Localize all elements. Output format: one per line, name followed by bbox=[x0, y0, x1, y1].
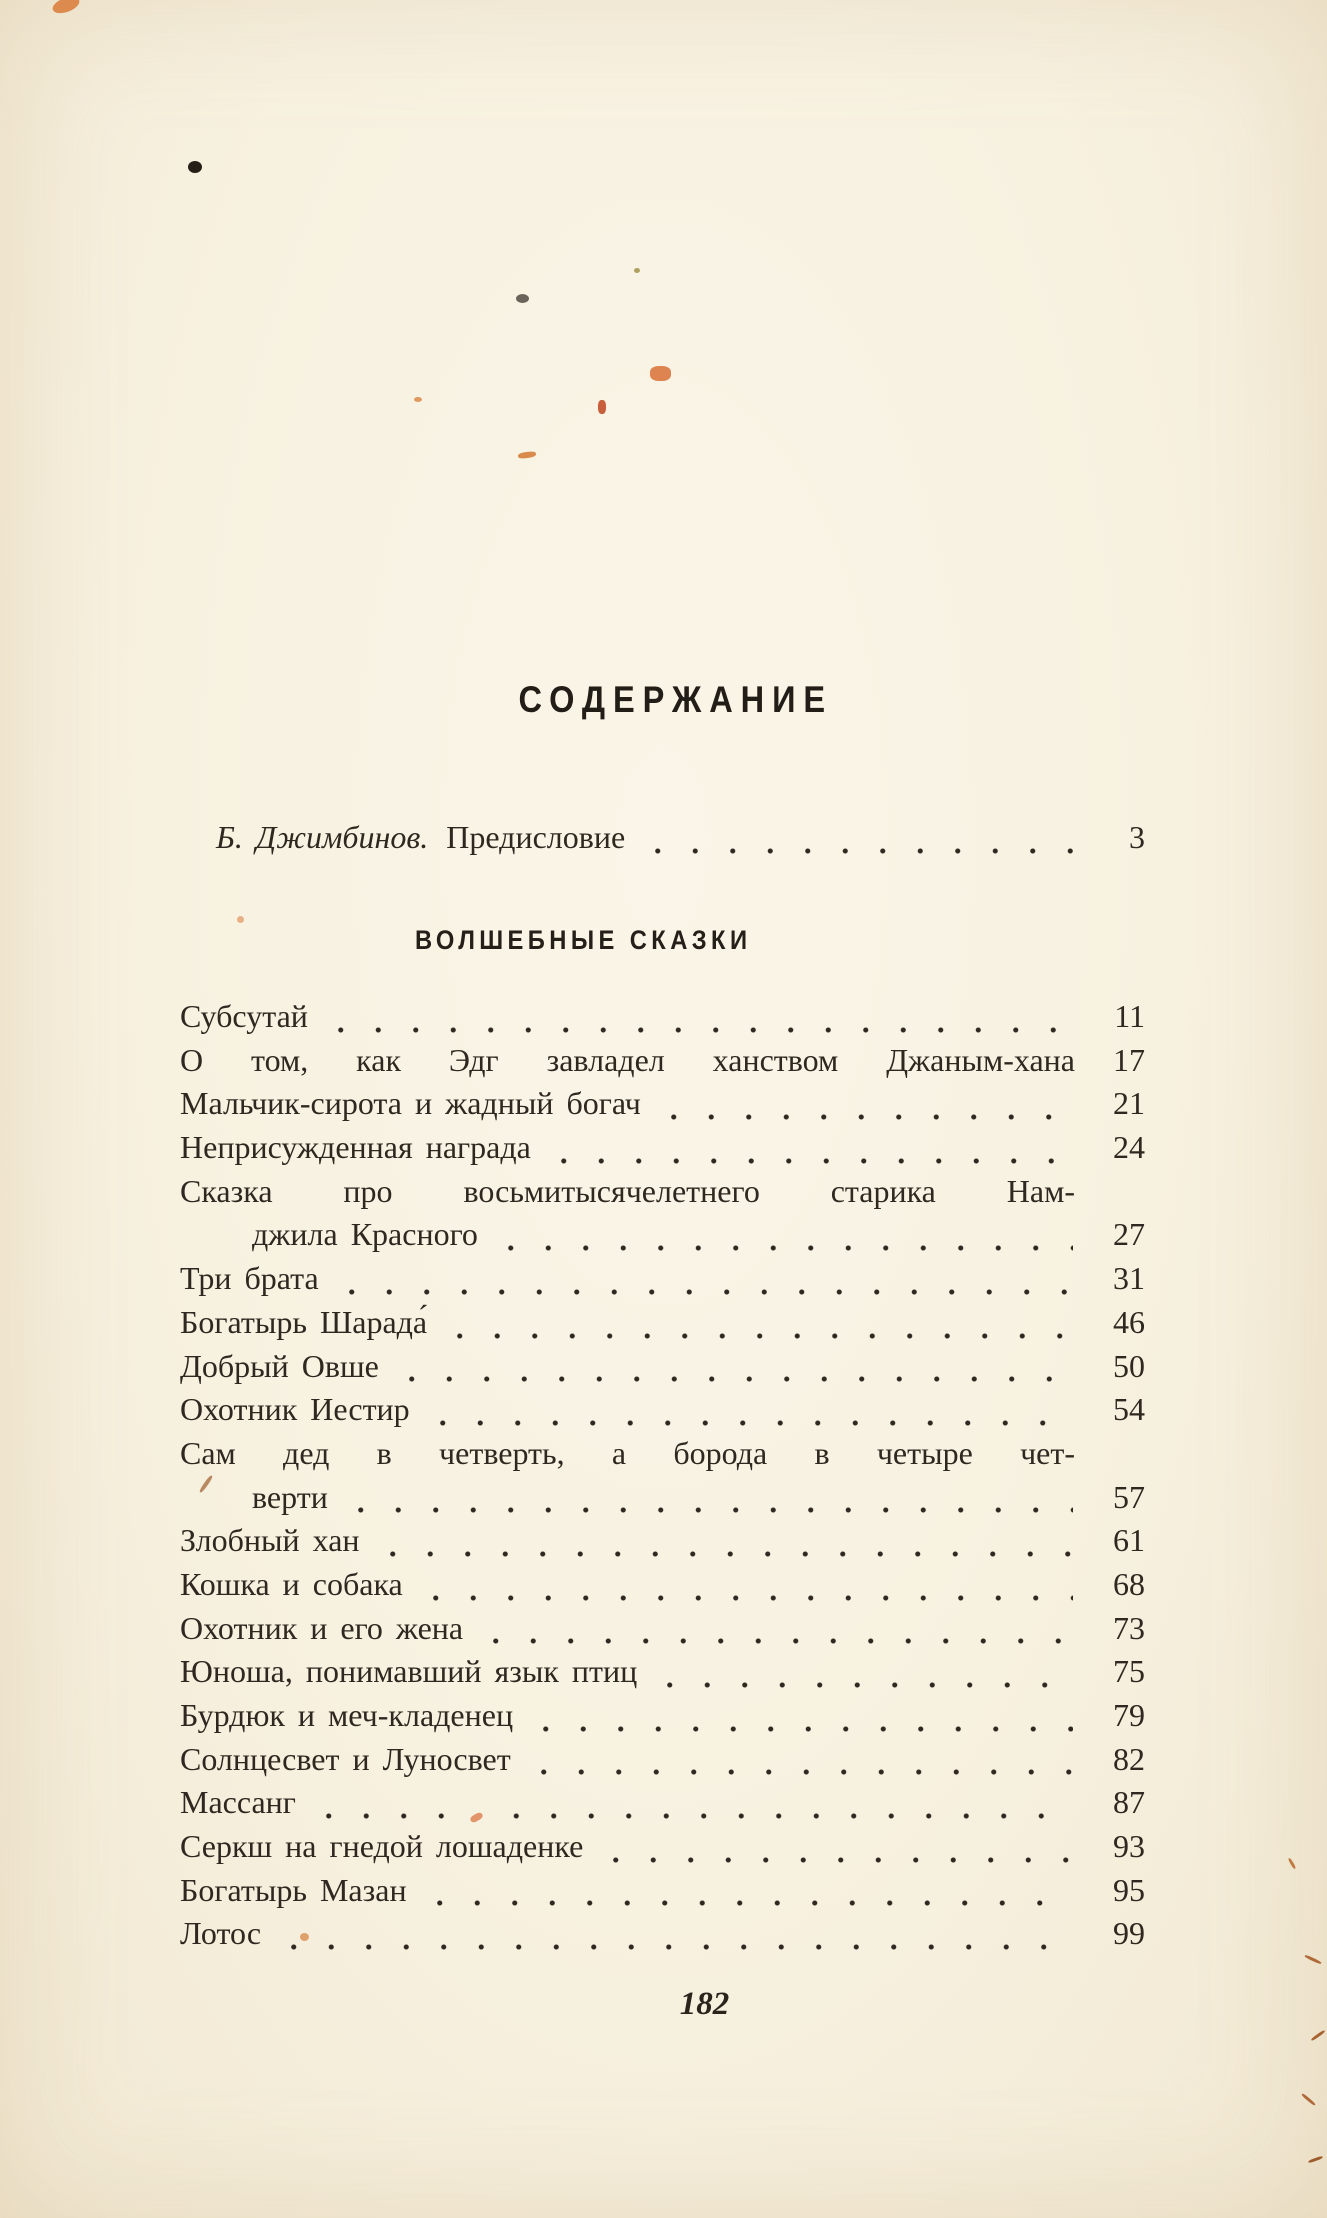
paper-fiber bbox=[1301, 2093, 1316, 2106]
toc-row bbox=[180, 1784, 1145, 1828]
toc-row bbox=[180, 1391, 1145, 1435]
toc-row bbox=[180, 1697, 1145, 1741]
toc-row bbox=[180, 1042, 1145, 1086]
toc-row bbox=[180, 1304, 1145, 1348]
toc-page-number: 68 bbox=[1113, 1565, 1145, 1602]
paper-fiber bbox=[1311, 2030, 1326, 2042]
dot-leader bbox=[410, 1391, 1073, 1435]
dot-leader bbox=[513, 1697, 1073, 1741]
toc-entry-title: О том, как Эдг завладел ханством Джаным-хана bbox=[180, 1041, 1075, 1078]
toc-entry-title: Богатырь Мазан bbox=[180, 1871, 407, 1908]
toc-page-number: 82 bbox=[1113, 1740, 1145, 1777]
dot-leader bbox=[379, 1348, 1073, 1392]
paper-speck bbox=[516, 294, 529, 303]
toc-row bbox=[180, 1085, 1145, 1129]
toc-row bbox=[180, 1872, 1145, 1916]
dot-leader bbox=[328, 1479, 1073, 1523]
toc-entry-title: джила Красного bbox=[252, 1216, 478, 1253]
toc-page-number: 99 bbox=[1113, 1915, 1145, 1952]
toc-page-number: 75 bbox=[1113, 1653, 1145, 1690]
dot-leader bbox=[319, 1260, 1073, 1304]
paper-speck bbox=[518, 451, 537, 459]
toc-row bbox=[180, 1915, 1145, 1959]
toc-entry-title: Юноша, понимавший язык птиц bbox=[180, 1653, 638, 1690]
toc-page-number: 17 bbox=[1113, 1041, 1145, 1078]
dot-leader bbox=[478, 1216, 1073, 1260]
toc-page-number: 61 bbox=[1113, 1522, 1145, 1559]
dot-leader bbox=[427, 1304, 1073, 1348]
toc-row bbox=[180, 1653, 1145, 1697]
dot-leader bbox=[296, 1784, 1073, 1828]
dot-leader bbox=[308, 998, 1073, 1042]
toc-list bbox=[180, 998, 1145, 1959]
toc-page-number: 93 bbox=[1113, 1828, 1145, 1865]
toc-row bbox=[180, 1479, 1145, 1523]
paper-speck bbox=[650, 366, 671, 381]
paper-speck bbox=[188, 161, 202, 173]
page-folio: 182 bbox=[679, 1986, 730, 2022]
toc-page-number: 73 bbox=[1113, 1609, 1145, 1646]
toc-row bbox=[180, 1435, 1145, 1479]
toc-entry-title: Сам дед в четверть, а борода в четыре чет- bbox=[180, 1434, 1075, 1471]
toc-entry-title: Богатырь Шарада́ bbox=[180, 1303, 428, 1340]
toc-page-number: 21 bbox=[1113, 1085, 1145, 1122]
toc-entry-title: Массанг bbox=[180, 1784, 296, 1821]
toc-page-number: 57 bbox=[1113, 1478, 1145, 1515]
dot-leader bbox=[463, 1610, 1073, 1654]
toc-entry-title: Серкш на гнедой лошаденке bbox=[180, 1828, 584, 1865]
toc-row bbox=[180, 1348, 1145, 1392]
toc-page-number: 24 bbox=[1113, 1129, 1145, 1166]
paper-fiber bbox=[1288, 1858, 1297, 1870]
toc-entry-title: Субсутай bbox=[180, 998, 308, 1034]
preface-author: Б. Джимбинов. bbox=[216, 819, 429, 855]
dot-leader bbox=[407, 1872, 1073, 1916]
toc-entry-title: Солнцесвет и Луносвет bbox=[180, 1740, 511, 1777]
paper-speck bbox=[237, 916, 244, 923]
paper-speck bbox=[50, 0, 81, 16]
toc-entry-title: Добрый Овше bbox=[180, 1347, 379, 1384]
dot-leader bbox=[531, 1129, 1073, 1173]
toc-entry-title: Бурдюк и меч-кладенец bbox=[180, 1697, 514, 1733]
toc-row bbox=[180, 1129, 1145, 1173]
toc-entry-title: Злобный хан bbox=[180, 1522, 360, 1559]
toc-row bbox=[180, 998, 1145, 1042]
section-heading bbox=[180, 924, 1145, 956]
toc-page-number: 27 bbox=[1113, 1216, 1145, 1253]
toc-row bbox=[180, 1566, 1145, 1610]
dot-leader bbox=[641, 1085, 1073, 1129]
dot-leader bbox=[360, 1522, 1073, 1566]
dot-leader bbox=[637, 1653, 1073, 1697]
contents-heading-text: СОДЕРЖАНИЕ bbox=[518, 679, 833, 720]
toc-page-number: 95 bbox=[1113, 1871, 1145, 1908]
toc-entry-title: Лотос bbox=[180, 1915, 262, 1952]
toc-row bbox=[180, 1260, 1145, 1304]
contents-heading bbox=[180, 678, 1145, 722]
paper-speck bbox=[634, 268, 640, 273]
toc-entry-title: Сказка про восьмитысячелетнего старика Нам- bbox=[180, 1172, 1075, 1209]
paper-speck bbox=[598, 400, 606, 414]
toc-entry-title: Охотник Иестир bbox=[180, 1391, 410, 1428]
toc-entry-title: Неприсужденная награда bbox=[180, 1129, 531, 1166]
dot-leader bbox=[511, 1741, 1073, 1785]
toc-row bbox=[180, 1828, 1145, 1872]
toc-entry-title: Кошка и собака bbox=[180, 1565, 403, 1602]
paper-fiber bbox=[1304, 1954, 1322, 1964]
toc-page-number: 79 bbox=[1113, 1697, 1145, 1733]
paper-speck bbox=[300, 1933, 309, 1941]
paper-fiber bbox=[1308, 2156, 1323, 2164]
toc-row bbox=[180, 1522, 1145, 1566]
dot-leader bbox=[625, 819, 1073, 863]
paper-speck bbox=[414, 397, 422, 402]
toc-page-number: 87 bbox=[1113, 1784, 1145, 1821]
toc-entry-title: Мальчик-сирота и жадный богач bbox=[180, 1085, 641, 1122]
preface-row bbox=[180, 819, 1145, 863]
toc-page-number: 11 bbox=[1114, 998, 1145, 1034]
dot-leader bbox=[583, 1828, 1073, 1872]
toc-row bbox=[180, 1610, 1145, 1654]
dot-leader bbox=[403, 1566, 1073, 1610]
toc-entry-title: Охотник и его жена bbox=[180, 1609, 464, 1646]
toc-row bbox=[180, 1173, 1145, 1217]
toc-entry-title: верти bbox=[252, 1478, 328, 1515]
toc-page-number: 50 bbox=[1113, 1347, 1145, 1384]
preface-title: Предисловие bbox=[446, 819, 626, 855]
toc-page-number: 46 bbox=[1113, 1303, 1145, 1340]
toc-row bbox=[180, 1741, 1145, 1785]
toc-entry-title: Три брата bbox=[180, 1260, 319, 1297]
toc-row bbox=[180, 1216, 1145, 1260]
section-heading-text: ВОЛШЕБНЫЕ СКАЗКИ bbox=[415, 925, 752, 955]
toc-page-number: 54 bbox=[1113, 1391, 1145, 1428]
preface-page-number: 3 bbox=[1129, 819, 1145, 855]
toc-page-number: 31 bbox=[1113, 1260, 1145, 1297]
dot-leader bbox=[261, 1915, 1073, 1959]
